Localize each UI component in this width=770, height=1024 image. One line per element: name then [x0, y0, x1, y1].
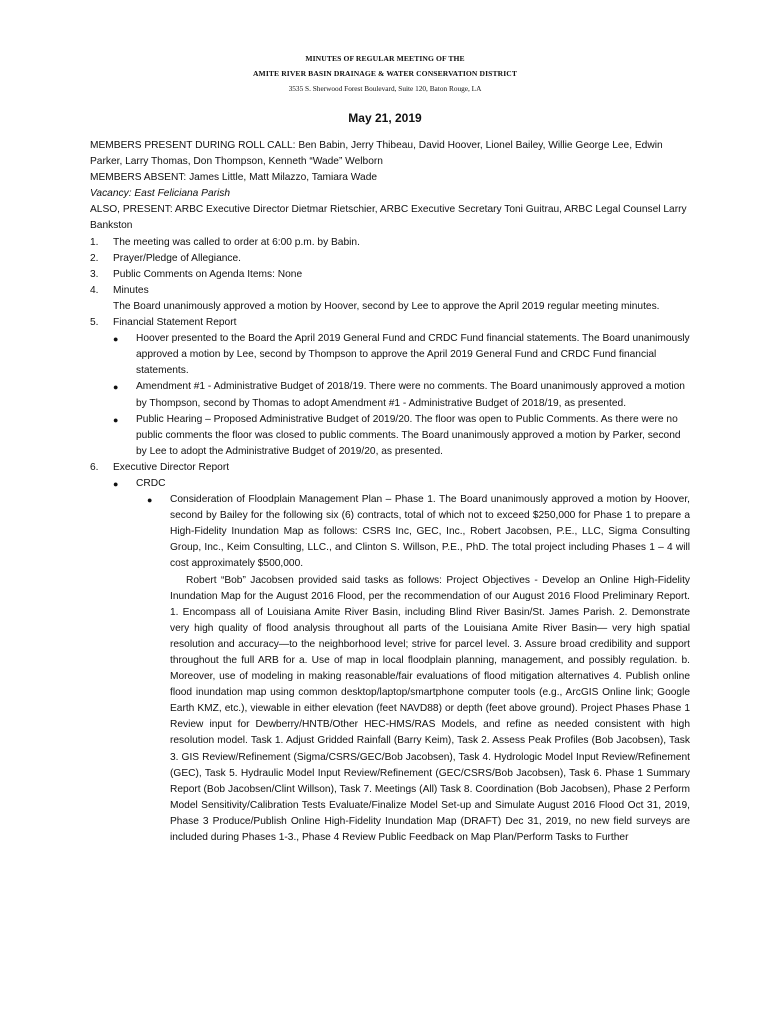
item-number: 3.	[90, 268, 99, 280]
minutes-approval: The Board unanimously approved a motion by Hoover, second by Lee to approve the April 2019 regular meeting minutes.	[113, 300, 660, 312]
sub-bullet-text: Consideration of Floodplain Management Plan – Phase 1. The Board unanimously approved a motion by Hoover, second by Bailey for the following six (6) contracts, total of which not to exceed $250,000 for Phase 1 to prepare a High-Fidelity Inundation Map as follows: CSRS Inc, GEC, Inc., Robert Jacobsen, P.E., LLC, Sigma Consulting Group, Inc., Keim Consulting, LLC., and Clinton S. Willson, P.E., PhD. The total project including Phases 1 – 4 will cost approximately $500,000.	[170, 494, 690, 570]
bullet-icon: ●	[113, 414, 119, 425]
bullet-icon: ●	[113, 382, 119, 393]
bullet-text: Public Hearing – Proposed Administrative Budget of 2019/20. The floor was open to Public Comments. As there were no public comments the floor was closed to public comments. The Board unanimously approved a motion by Parker, second by Lee to adopt the Administrative Budget of 2019/20, as presented.	[136, 413, 681, 457]
item-text: Minutes	[113, 284, 149, 296]
item-text: The meeting was called to order at 6:00 p.m. by Babin.	[113, 236, 360, 248]
item-number: 1.	[90, 236, 99, 248]
meeting-date: May 21, 2019	[348, 111, 422, 125]
vacancy: Vacancy: East Feliciana Parish	[90, 188, 231, 200]
bullet-item	[113, 379, 690, 411]
agenda-item	[90, 283, 690, 299]
members-absent: MEMBERS ABSENT: James Little, Matt Milazzo, Tamiara Wade	[90, 172, 378, 184]
agenda-item	[90, 235, 690, 251]
agenda-item	[90, 460, 690, 476]
item-number: 2.	[90, 252, 99, 264]
item-number: 4.	[90, 284, 99, 296]
members-present: MEMBERS PRESENT DURING ROLL CALL: Ben Babin, Jerry Thibeau, David Hoover, Lionel Bailey, Willie George Lee, Edwin Parker, Larry Thomas, Don Thompson, Kenneth “Wade” Welborn	[90, 140, 663, 168]
bullet-icon: ●	[113, 334, 119, 345]
bullet-item	[113, 412, 690, 460]
bullet-item	[113, 476, 690, 492]
item-text: Executive Director Report	[113, 461, 230, 473]
also-present: ALSO, PRESENT: ARBC Executive Director Dietmar Rietschier, ARBC Executive Secretary Toni Guitrau, ARBC Legal Counsel Larry Bankston	[90, 204, 687, 232]
bullet-text: CRDC	[136, 477, 166, 489]
bullet-icon: ●	[147, 495, 153, 506]
header-address: 3535 S. Sherwood Forest Boulevard, Suite 120, Baton Rouge, LA	[288, 84, 482, 93]
agenda-item	[90, 267, 690, 283]
bullet-text: Amendment #1 - Administrative Budget of 2018/19. There were no comments. The Board unanimously approved a motion by Thompson, second by Thomas to adopt Amendment #1 - Administrative Budget of 2018/19, as presented.	[136, 381, 685, 409]
item-number: 5.	[90, 317, 99, 329]
agenda-item	[90, 251, 690, 267]
bullet-item	[113, 331, 690, 379]
item-text: Public Comments on Agenda Items: None	[113, 268, 303, 280]
header-line-1: MINUTES OF REGULAR MEETING OF THE	[305, 54, 465, 63]
sub-bullet-item	[147, 492, 690, 572]
item-text: Financial Statement Report	[113, 317, 237, 329]
header-line-2: AMITE RIVER BASIN DRAINAGE & WATER CONSERVATION DISTRICT	[252, 69, 518, 78]
bullet-icon: ●	[113, 478, 119, 489]
minutes-body	[90, 138, 690, 846]
item-text: Prayer/Pledge of Allegiance.	[113, 252, 241, 264]
agenda-item	[90, 315, 690, 331]
item-number: 6.	[90, 461, 99, 473]
crdc-continuation: Robert “Bob” Jacobsen provided said tasks as follows: Project Objectives - Develop an Online High-Fidelity Inundation Map for the August 2016 Flood, per the recommendation of our August 2016 Flood Preliminary Report. 1. Encompass all of Louisiana Amite River Basin, including Blind River Basin/St. James Parish. 2. Demonstrate very high quality of flood analysis throughout all parts of the Louisiana Amite River Basin— very high spatial resolution and accuracy—to the neighborhood level; strive for parcel level. 3. Assure broad credibility and support throughout the full ARB for a. Use of map in local floodplain planning, management, and possibly regulation. b. Moreover, use of modeling in making reasonable/fair evaluations of flood mitigation alternatives 4. Publish online flood inundation map using common desktop/laptop/smartphone computer tools (e.g., ArcGIS Online link; Google Earth KMZ, etc.), viewable in either elevation (feet NAVD88) or depth (feet above ground). Project Phases Phase 1 Review input for Dewberry/HNTB/Other HEC-HMS/RAS Models, and refine as needed consistent with high resolution model. Task 1. Adjust Gridded Rainfall (Barry Keim), Task 2. Assess Peak Profiles (Bob Jacobsen), Task 3. GIS Review/Refinement (Sigma/CSRS/GEC/Bob Jacobsen), Task 4. Hydrologic Model Input Review/Refinement (GEC), Task 5. Hydraulic Model Input Review/Refinement (GEC/CSRS/Bob Jacobsen), Task 6. Phase 1 Summary Report (Bob Jacobsen/Clint Willson), Task 7. Meetings (All) Task 8. Coordination (Bob Jacobsen), Phase 2 Perform Model Sensitivity/Calibration Tests Evaluate/Finalize Model Set-up and Simulate August 2016 Flood Oct 31, 2019, Phase 3 Produce/Publish Online High-Fidelity Inundation Map (DRAFT) Dec 31, 2019, no new field surveys are included during Phases 1-3., Phase 4 Review Public Feedback on Map Plan/Perform Tasks to Further	[170, 574, 690, 844]
bullet-text: Hoover presented to the Board the April 2019 General Fund and CRDC Fund financial statements. The Board unanimously approved a motion by Lee, second by Thompson to approve the April 2019 General Fund and CRDC Fund financial statements.	[136, 333, 690, 377]
